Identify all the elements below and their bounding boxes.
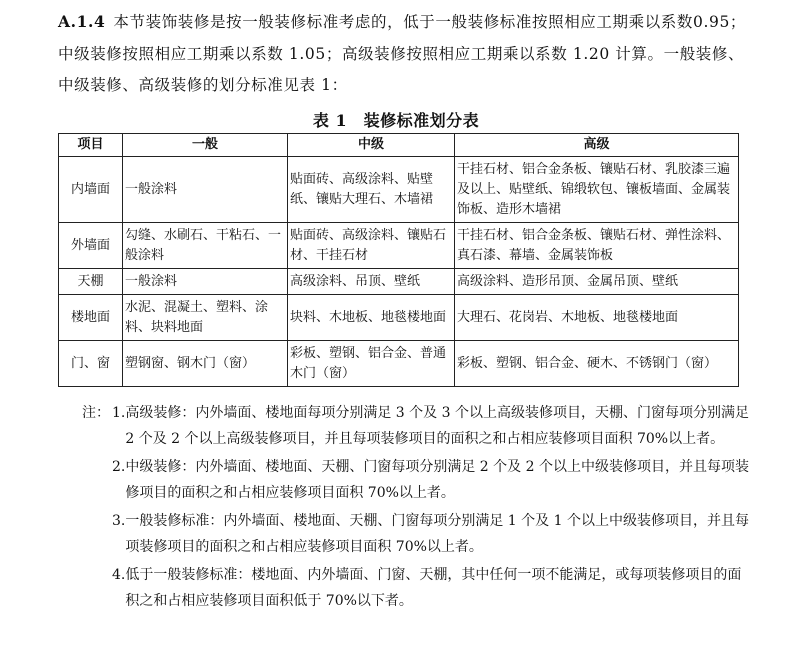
note-text: 中级装修：内外墙面、楼地面、天棚、门窗每项分别满足 2 个及 2 个以上中级装修项目，并且每项装修项目的面积之和占相应装修项目面积 70%以上者。 — [125, 459, 749, 501]
row-item: 天棚 — [59, 269, 123, 295]
note-item — [82, 562, 752, 614]
cell-basic: 一般涂料 — [123, 269, 288, 295]
note-item — [82, 508, 752, 560]
row-item: 楼地面 — [59, 295, 123, 341]
table-row — [59, 157, 739, 223]
note-number: 2. — [112, 459, 126, 475]
cell-basic: 塑钢窗、钢木门（窗） — [123, 341, 288, 387]
row-item: 门、窗 — [59, 341, 123, 387]
row-item: 外墙面 — [59, 223, 123, 269]
cell-intermediate: 贴面砖、高级涂料、贴壁纸、镶贴大理石、木墙裙 — [288, 157, 455, 223]
header-advanced: 高级 — [455, 134, 739, 157]
header-intermediate: 中级 — [288, 134, 455, 157]
cell-basic: 一般涂料 — [123, 157, 288, 223]
table-caption: 表 1 装修标准划分表 — [312, 111, 480, 130]
table-header-row — [59, 134, 739, 157]
intro-paragraph — [58, 6, 748, 102]
note-item — [82, 400, 752, 452]
notes-label: 注： — [82, 405, 110, 421]
note-number: 4. — [112, 567, 126, 583]
cell-advanced: 高级涂料、造形吊顶、金属吊顶、壁纸 — [455, 269, 739, 295]
note-number: 3. — [112, 513, 126, 529]
header-item: 项目 — [59, 134, 123, 157]
table-row — [59, 341, 739, 387]
cell-basic: 勾缝、水刷石、干粘石、一般涂料 — [123, 223, 288, 269]
cell-intermediate: 贴面砖、高级涂料、镶贴石材、干挂石材 — [288, 223, 455, 269]
header-basic: 一般 — [123, 134, 288, 157]
table-row — [59, 295, 739, 341]
cell-intermediate: 彩板、塑钢、铝合金、普通木门（窗） — [288, 341, 455, 387]
cell-intermediate: 高级涂料、吊顶、壁纸 — [288, 269, 455, 295]
table-row — [59, 223, 739, 269]
intro-text: 本节装饰装修是按一般装修标准考虑的，低于一般装修标准按照相应工期乘以系数0.95；中级装修按照相应工期乘以系数 1.05；高级装修按照相应工期乘以系数 1.20 计算。一般装修、中级装修、高级装修的划分标准见表 1： — [58, 13, 747, 94]
note-text: 高级装修：内外墙面、楼地面每项分别满足 3 个及 3 个以上高级装修项目，天棚、门窗每项分别满足 2 个及 2 个以上高级装修项目，并且每项装修项目的面积之和占相应装修项目面积 70%以上者。 — [125, 405, 749, 447]
cell-basic: 水泥、混凝土、塑料、涂料、块料地面 — [123, 295, 288, 341]
cell-intermediate: 块料、木地板、地毯楼地面 — [288, 295, 455, 341]
note-text: 低于一般装修标准：楼地面、内外墙面、门窗、天棚，其中任何一项不能满足，或每项装修项目的面积之和占相应装修项目面积低于 70%以下者。 — [125, 567, 742, 609]
section-number: A.1.4 — [58, 12, 106, 31]
cell-advanced: 干挂石材、铝合金条板、镶贴石材、弹性涂料、真石漆、幕墙、金属装饰板 — [455, 223, 739, 269]
cell-advanced: 彩板、塑钢、铝合金、硬木、不锈钢门（窗） — [455, 341, 739, 387]
table-row — [59, 269, 739, 295]
cell-advanced: 大理石、花岗岩、木地板、地毯楼地面 — [455, 295, 739, 341]
row-item: 内墙面 — [59, 157, 123, 223]
note-text: 一般装修标准：内外墙面、楼地面、天棚、门窗每项分别满足 1 个及 1 个以上中级装修项目，并且每项装修项目的面积之和占相应装修项目面积 70%以上者。 — [125, 513, 749, 555]
note-number: 1. — [112, 405, 126, 421]
notes-section — [82, 400, 752, 616]
note-item — [82, 454, 752, 506]
standards-table — [58, 133, 739, 387]
cell-advanced: 干挂石材、铝合金条板、镶贴石材、乳胶漆三遍及以上、贴壁纸、锦缎软包、镶板墙面、金属装饰板、造形木墙裙 — [455, 157, 739, 223]
